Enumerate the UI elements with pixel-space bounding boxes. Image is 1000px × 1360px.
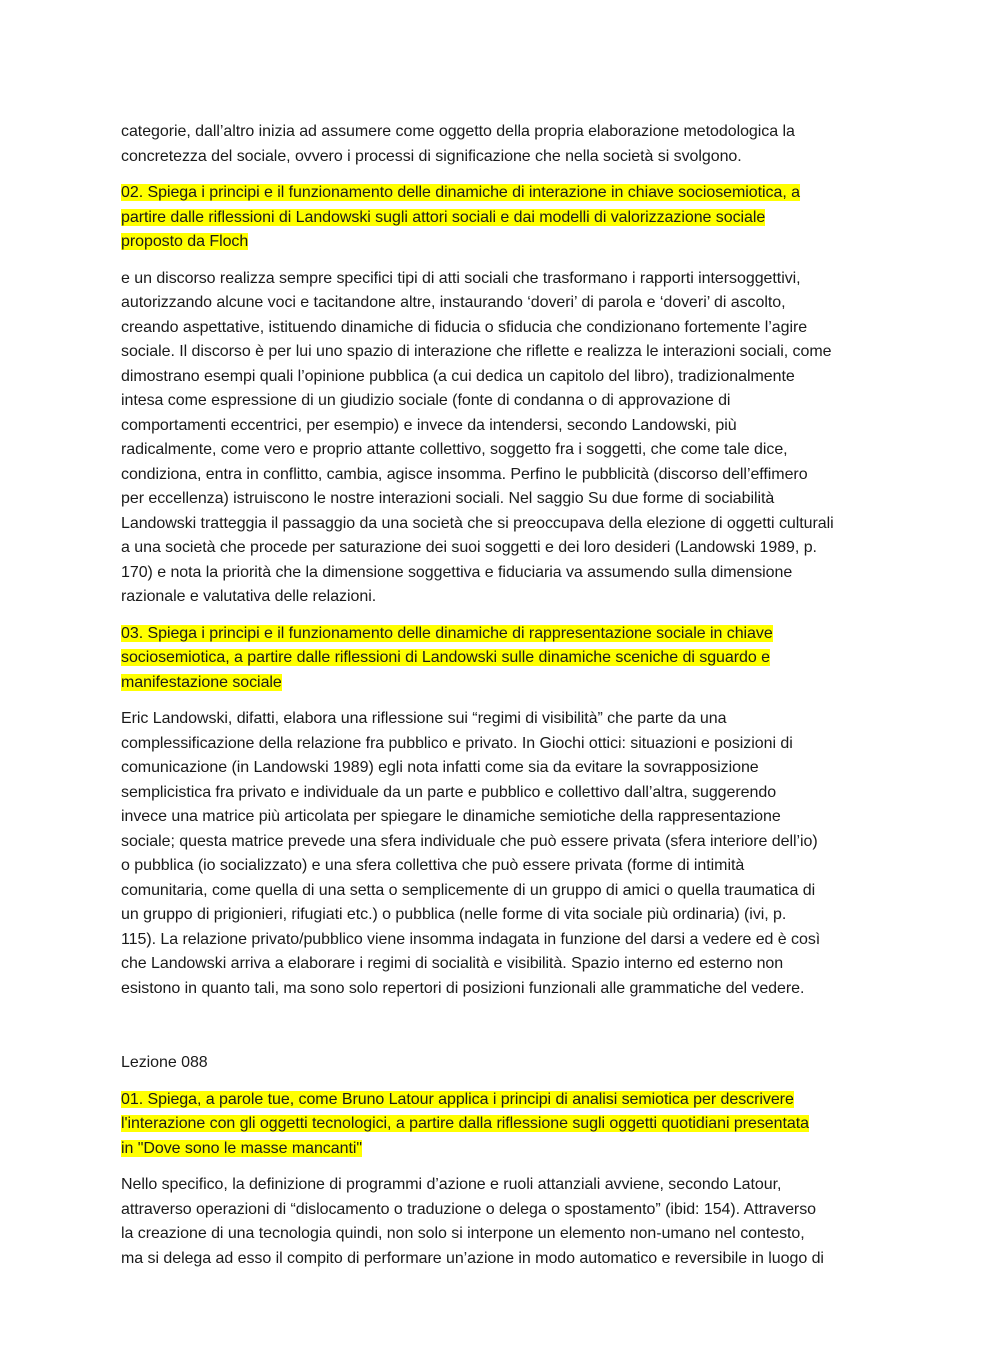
question-02-highlight: [121, 181, 881, 255]
question-01-highlight: [121, 1088, 881, 1162]
question-01-text: 01. Spiega, a parole tue, come Bruno Latour applica i principi di analisi semiotica per descrivere l'interazione con gli oggetti tecnologici, a partire dalla riflessione sugli oggetti quotidiani presentata in "Dove sono le masse mancanti": [121, 1090, 809, 1157]
document-page: [121, 120, 881, 1283]
question-03-text: 03. Spiega i principi e il funzionamento delle dinamiche di rappresentazione sociale in chiave sociosemiotica, a partire dalle riflessioni di Landowski sulle dinamiche sceniche di sguardo e manifestazione sociale: [121, 624, 773, 691]
paragraph-answer-01: Nello specifico, la definizione di programmi d’azione e ruoli attanziali avviene, secondo Latour, attraverso operazioni di “dislocamento o traduzione o delega o spostamento” (ibid: 154). Attraverso la creazione di una tecnologia quindi, non solo si interpone un elemento non-umano nel contesto, ma si delega ad esso il compito di performare un’azione in modo automatico e reversibile in luogo di: [121, 1176, 824, 1267]
paragraph-answer-02: e un discorso realizza sempre specifici tipi di atti sociali che trasformano i rapporti intersoggettivi, autorizzando alcune voci e tacitandone altre, instaurando ‘doveri’ di parola e ‘doveri’ di ascolto, creando aspettative, istituendo dinamiche di fiducia o sfiducia che condizionano fortemente l’agire sociale. Il discorso è per lui uno spazio di interazione che riflette e realizza le interazioni sociali, come dimostrano esempi quali l’opinione pubblica (a cui dedica un capitolo del libro), tradizionalmente intesa come espressione di un giudizio sociale (fonte di condanna o di approvazione di comportamenti eccentrici, per esempio) e invece da intendersi, secondo Landowski, più radicalmente, come vero e proprio attante collettivo, soggetto fra i soggetti, che come tale dice, condiziona, entra in conflitto, cambia, agisce insomma. Perfino le pubblicità (discorso dell’effimero per eccellenza) istruiscono le nostre interazioni sociali. Nel saggio Su due forme di sociabilità Landowski tratteggia il passaggio da una società che si preoccupava della elezione di oggetti culturali a una società che procede per saturazione dei suoi soggetti e dei loro desideri (Landowski 1989, p. 170) e nota la priorità che la dimensione soggettiva e fiduciaria va assumendo sulla dimensione razionale e valutativa delle relazioni.: [121, 269, 834, 605]
paragraph-intro: categorie, dall’altro inizia ad assumere come oggetto della propria elaborazione metodologica la concretezza del sociale, ovvero i processi di significazione che nella società si svolgono.: [121, 123, 795, 165]
lesson-heading: Lezione 088: [121, 1054, 208, 1071]
question-02-text: 02. Spiega i principi e il funzionamento delle dinamiche di interazione in chiave sociosemiotica, a partire dalle riflessioni di Landowski sugli attori sociali e dai modelli di valorizzazione sociale proposto da Floch: [121, 184, 800, 250]
paragraph-answer-03: Eric Landowski, difatti, elabora una riflessione sui “regimi di visibilità” che parte da una complessificazione della relazione fra pubblico e privato. In Giochi ottici: situazioni e posizioni di comunicazione (in Landowski 1989) egli nota infatti come sia da evitare la sovrapposizione semplicistica fra privato e individuale da un parte e pubblico e collettivo dall’altra, suggerendo invece una matrice più articolata per spiegare le dinamiche semiotiche della rappresentazione sociale; questa matrice prevede una sfera individuale che può essere privata (sfera interiore dell’io) o pubblica (io socializzato) e una sfera collettiva che può essere privata (forme di intimità comunitaria, come quella di una setta o semplicemente di un gruppo di amici o quella traumatica di un gruppo di prigionieri, rifugiati etc.) o pubblica (nelle forme di vita sociale più ordinaria) (ivi, p. 115). La relazione privato/pubblico viene insomma indagata in funzione del darsi a vedere ed è così che Landowski arriva a elaborare i regimi di socialità e visibilità. Spazio interno ed esterno non esistono in quanto tali, ma sono solo repertori di posizioni funzionali alle grammatiche del vedere.: [121, 710, 821, 997]
question-03-highlight: [121, 622, 881, 696]
